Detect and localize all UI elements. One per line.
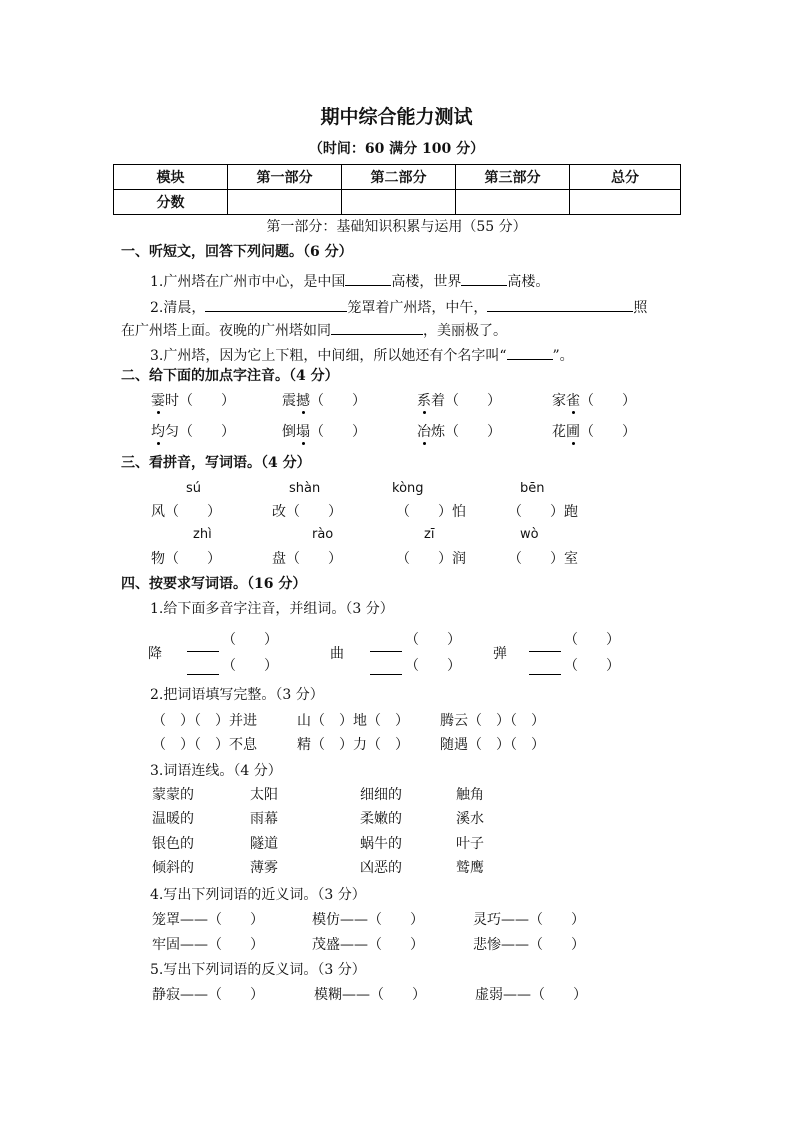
answer-line[interactable] bbox=[370, 674, 402, 675]
pinyin-item bbox=[417, 394, 501, 408]
synonym-item[interactable]: 模仿——（ ） bbox=[312, 912, 424, 928]
idiom-fill[interactable]: （ ）（ ）不息 bbox=[152, 737, 257, 753]
text: ，美丽极了。 bbox=[423, 323, 507, 339]
sub-question-3: 3.词语连线。（4 分） bbox=[150, 763, 282, 779]
answer-paren[interactable]: （ ） bbox=[580, 424, 636, 440]
text: 在广州塔上面。夜晚的广州塔如同 bbox=[121, 323, 331, 339]
pinyin-item bbox=[552, 425, 636, 439]
sub-question-4: 4.写出下列词语的近义词。（3 分） bbox=[150, 887, 366, 903]
question-1-line-1 bbox=[150, 271, 549, 289]
question-1-line-2 bbox=[150, 297, 647, 315]
answer-paren[interactable]: （ ） bbox=[564, 658, 620, 674]
pinyin-label: zī bbox=[424, 527, 435, 542]
text: 高楼。 bbox=[507, 274, 550, 290]
sub-question-5: 5.写出下列词语的反义词。（3 分） bbox=[150, 962, 366, 978]
score-cell[interactable] bbox=[570, 190, 681, 215]
pinyin-answer[interactable]: （ ）跑 bbox=[508, 504, 578, 520]
table-header-cell: 总分 bbox=[570, 165, 681, 190]
match-word[interactable]: 触角 bbox=[456, 787, 484, 803]
text: 花 bbox=[552, 424, 566, 440]
page-subtitle: （时间：60 满分 100 分） bbox=[308, 141, 485, 157]
page-title: 期中综合能力测试 bbox=[320, 106, 473, 128]
synonym-item[interactable]: 牢固——（ ） bbox=[152, 937, 264, 953]
answer-paren[interactable]: （ ） bbox=[179, 424, 235, 440]
answer-paren[interactable]: （ ） bbox=[179, 393, 235, 409]
match-word[interactable]: 隧道 bbox=[250, 836, 278, 852]
answer-blank[interactable] bbox=[345, 271, 391, 286]
text: 笼罩着广州塔，中午， bbox=[347, 300, 488, 316]
match-word[interactable]: 鹫鹰 bbox=[456, 860, 484, 876]
pinyin-answer[interactable]: （ ）润 bbox=[396, 551, 466, 567]
score-table-row bbox=[114, 190, 681, 215]
pinyin-item bbox=[282, 394, 366, 408]
match-word[interactable]: 温暖的 bbox=[152, 811, 194, 827]
answer-blank[interactable] bbox=[487, 297, 633, 312]
pinyin-answer[interactable]: 风（ ） bbox=[151, 504, 221, 520]
dotted-char: 系 bbox=[417, 393, 431, 409]
match-word[interactable]: 薄雾 bbox=[250, 860, 278, 876]
sub-question-1: 1.给下面多音字注音，并组词。（3 分） bbox=[150, 601, 394, 617]
pinyin-answer[interactable]: （ ）怕 bbox=[396, 504, 466, 520]
pinyin-item bbox=[282, 425, 366, 439]
match-word[interactable]: 蒙蒙的 bbox=[152, 787, 194, 803]
match-word[interactable]: 叶子 bbox=[456, 836, 484, 852]
match-word[interactable]: 银色的 bbox=[152, 836, 194, 852]
pinyin-label: rào bbox=[312, 527, 334, 542]
idiom-fill[interactable]: 腾云（ ）（ ） bbox=[440, 713, 545, 729]
question-3-heading: 三、看拼音，写词语。（4 分） bbox=[121, 455, 311, 471]
answer-line[interactable] bbox=[370, 651, 402, 652]
answer-paren[interactable]: （ ） bbox=[222, 658, 278, 674]
table-header-cell: 第一部分 bbox=[228, 165, 342, 190]
answer-paren[interactable]: （ ） bbox=[405, 658, 461, 674]
answer-line[interactable] bbox=[529, 651, 561, 652]
dotted-char: 冶 bbox=[417, 424, 431, 440]
pinyin-answer[interactable]: 物（ ） bbox=[151, 551, 221, 567]
answer-paren[interactable]: （ ） bbox=[445, 424, 501, 440]
answer-paren[interactable]: （ ） bbox=[310, 424, 366, 440]
text: 时 bbox=[165, 393, 179, 409]
table-header-cell: 模块 bbox=[114, 165, 228, 190]
match-word[interactable]: 雨幕 bbox=[250, 811, 278, 827]
table-header-cell: 第二部分 bbox=[342, 165, 456, 190]
text: 震 bbox=[282, 393, 296, 409]
text: 2.清晨， bbox=[150, 300, 206, 316]
antonym-item[interactable]: 静寂——（ ） bbox=[152, 987, 264, 1003]
answer-line[interactable] bbox=[529, 674, 561, 675]
idiom-fill[interactable]: 随遇（ ）（ ） bbox=[440, 737, 545, 753]
text: 3.广州塔，因为它上下粗，中间细，所以她还有个名字叫“ bbox=[150, 348, 507, 364]
synonym-item[interactable]: 茂盛——（ ） bbox=[312, 937, 424, 953]
text: 倒 bbox=[282, 424, 296, 440]
text: 匀 bbox=[165, 424, 179, 440]
pinyin-item bbox=[552, 394, 636, 408]
polyphone-char: 降 bbox=[148, 646, 162, 662]
question-1-line-4 bbox=[150, 345, 574, 363]
polyphone-char: 弹 bbox=[493, 646, 507, 662]
match-word[interactable]: 蜗牛的 bbox=[360, 836, 402, 852]
pinyin-label: bēn bbox=[520, 481, 545, 496]
answer-paren[interactable]: （ ） bbox=[222, 632, 278, 648]
score-cell[interactable] bbox=[342, 190, 456, 215]
score-table bbox=[113, 164, 681, 215]
match-word[interactable]: 凶恶的 bbox=[360, 860, 402, 876]
answer-blank[interactable] bbox=[507, 345, 553, 360]
text: 高楼，世界 bbox=[391, 274, 462, 290]
text: ”。 bbox=[552, 348, 574, 364]
text: 1.广州塔在广州市中心，是中国 bbox=[150, 274, 346, 290]
pinyin-answer[interactable]: （ ）室 bbox=[508, 551, 578, 567]
answer-blank[interactable] bbox=[461, 271, 507, 286]
answer-paren[interactable]: （ ） bbox=[564, 632, 620, 648]
idiom-fill[interactable]: 精（ ）力（ ） bbox=[297, 737, 409, 753]
pinyin-item bbox=[151, 394, 235, 408]
match-word[interactable]: 溪水 bbox=[456, 811, 484, 827]
text: 家 bbox=[552, 393, 566, 409]
answer-blank[interactable] bbox=[205, 297, 347, 312]
pinyin-label: zhì bbox=[193, 527, 212, 542]
pinyin-answer[interactable]: 盘（ ） bbox=[272, 551, 342, 567]
question-1-line-3 bbox=[121, 320, 507, 338]
synonym-item[interactable]: 悲惨——（ ） bbox=[473, 937, 585, 953]
pinyin-item bbox=[417, 425, 501, 439]
synonym-item[interactable]: 笼罩——（ ） bbox=[152, 912, 264, 928]
match-word[interactable]: 太阳 bbox=[250, 787, 278, 803]
dotted-char: 撼 bbox=[296, 393, 310, 409]
pinyin-item bbox=[151, 425, 235, 439]
answer-paren[interactable]: （ ） bbox=[445, 393, 501, 409]
text: 照 bbox=[633, 300, 648, 316]
score-cell[interactable] bbox=[228, 190, 342, 215]
answer-paren[interactable]: （ ） bbox=[580, 393, 636, 409]
idiom-fill[interactable]: 山（ ）地（ ） bbox=[297, 713, 409, 729]
part1-heading: 第一部分：基础知识积累与运用（55 分） bbox=[266, 219, 527, 235]
pinyin-label: sú bbox=[186, 481, 202, 496]
dotted-char: 均 bbox=[151, 424, 165, 440]
dotted-char: 雀 bbox=[566, 393, 580, 409]
sub-question-2: 2.把词语填写完整。（3 分） bbox=[150, 687, 324, 703]
match-word[interactable]: 倾斜的 bbox=[152, 860, 194, 876]
match-word[interactable]: 细细的 bbox=[360, 787, 402, 803]
pinyin-label: shàn bbox=[289, 481, 321, 496]
idiom-fill[interactable]: （ ）（ ）并进 bbox=[152, 713, 257, 729]
table-row-label: 分数 bbox=[114, 190, 228, 215]
dotted-char: 塌 bbox=[296, 424, 310, 440]
question-1-heading: 一、听短文，回答下列问题。（6 分） bbox=[121, 244, 353, 260]
table-header-cell: 第三部分 bbox=[456, 165, 570, 190]
synonym-item[interactable]: 灵巧——（ ） bbox=[473, 912, 585, 928]
score-cell[interactable] bbox=[456, 190, 570, 215]
answer-paren[interactable]: （ ） bbox=[405, 632, 461, 648]
pinyin-label: wò bbox=[520, 527, 539, 542]
antonym-item[interactable]: 虚弱——（ ） bbox=[475, 987, 587, 1003]
pinyin-label: kòng bbox=[392, 481, 424, 496]
answer-line[interactable] bbox=[187, 651, 219, 652]
polyphone-char: 曲 bbox=[330, 646, 344, 662]
dotted-char: 霎 bbox=[151, 393, 165, 409]
text: 着 bbox=[431, 393, 445, 409]
score-table-header-row bbox=[114, 165, 681, 190]
question-2-heading: 二、给下面的加点字注音。（4 分） bbox=[121, 368, 339, 384]
pinyin-answer[interactable]: 改（ ） bbox=[272, 504, 342, 520]
match-word[interactable]: 柔嫩的 bbox=[360, 811, 402, 827]
answer-line[interactable] bbox=[187, 674, 219, 675]
text: 炼 bbox=[431, 424, 445, 440]
question-4-heading: 四、按要求写词语。（16 分） bbox=[121, 576, 307, 592]
answer-paren[interactable]: （ ） bbox=[310, 393, 366, 409]
dotted-char: 圃 bbox=[566, 424, 580, 440]
answer-blank[interactable] bbox=[331, 320, 423, 335]
antonym-item[interactable]: 模糊——（ ） bbox=[314, 987, 426, 1003]
